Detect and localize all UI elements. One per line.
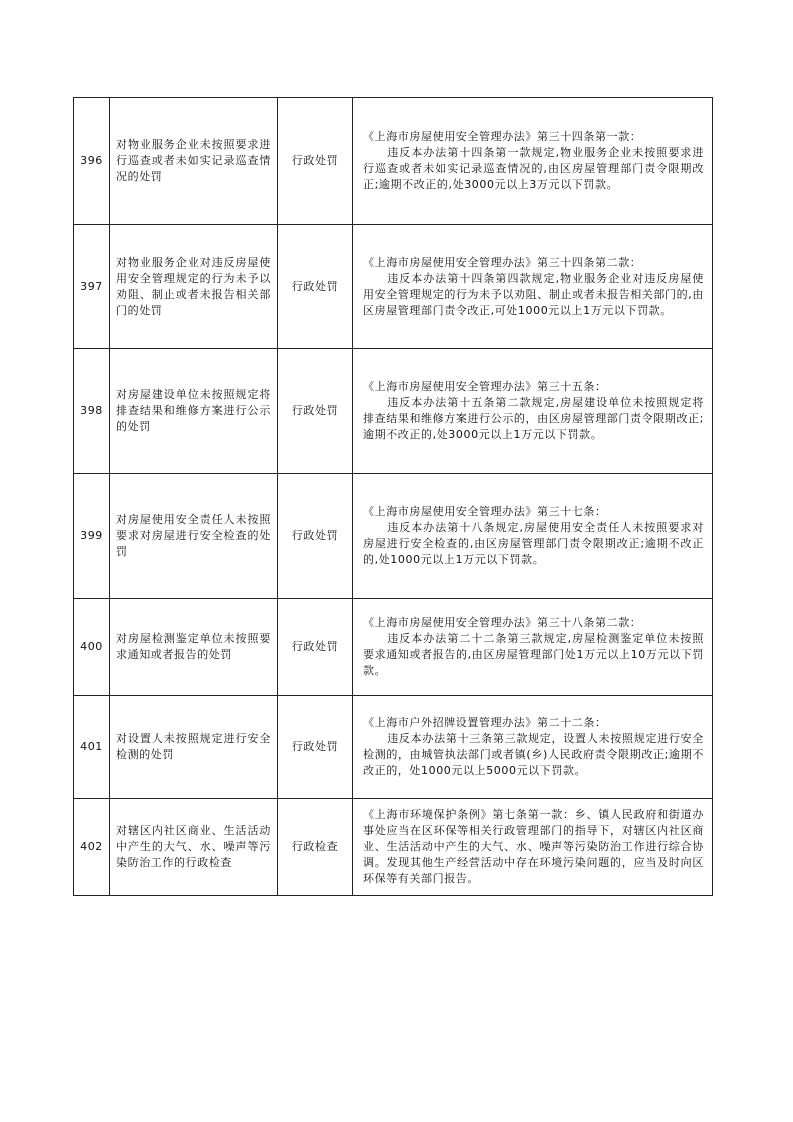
basis-title: 《上海市房屋使用安全管理办法》第三十八条第二款： — [363, 616, 642, 629]
table-row — [74, 225, 713, 349]
legal-basis — [353, 98, 713, 225]
document-table — [73, 97, 713, 896]
item-type: 行政处罚 — [278, 98, 353, 225]
table-row — [74, 474, 713, 599]
basis-text: 违反本办法第十八条规定,房屋使用安全责任人未按照要求对房屋进行安全检查的,由区房屋管理部门责令限期改正;逾期不改正的,处1000元以上1万元以下罚款。 — [363, 521, 704, 566]
item-name: 对房屋检测鉴定单位未按照要求通知或者报告的处罚 — [110, 599, 278, 696]
item-name: 对房屋使用安全责任人未按照要求对房屋进行安全检查的处罚 — [110, 474, 278, 599]
basis-title: 《上海市房屋使用安全管理办法》第三十四条第二款： — [363, 255, 642, 269]
row-number: 401 — [74, 696, 110, 799]
row-number: 396 — [74, 98, 110, 225]
item-type: 行政处罚 — [278, 696, 353, 799]
legal-basis — [353, 696, 713, 799]
item-name: 对物业服务企业未按照要求进行巡查或者未如实记录巡查情况的处罚 — [110, 98, 278, 225]
legal-basis — [353, 349, 713, 474]
row-number: 397 — [74, 225, 110, 349]
basis-title: 《上海市房屋使用安全管理办法》第三十七条： — [363, 505, 607, 518]
row-number: 402 — [74, 799, 110, 896]
table-row — [74, 696, 713, 799]
legal-basis — [353, 599, 713, 696]
table-row — [74, 599, 713, 696]
item-name: 对物业服务企业对违反房屋使用安全管理规定的行为未予以劝阻、制止或者未报告相关部门的处罚 — [110, 225, 278, 349]
basis-title: 《上海市户外招牌设置管理办法》第二十二条： — [363, 716, 607, 729]
item-name: 对房屋建设单位未按照规定将排查结果和维修方案进行公示的处罚 — [110, 349, 278, 474]
row-number: 398 — [74, 349, 110, 474]
item-name: 对辖区内社区商业、生活活动中产生的大气、水、噪声等污染防治工作的行政检查 — [110, 799, 278, 896]
item-type: 行政处罚 — [278, 474, 353, 599]
basis-text: 违反本办法第十四条第一款规定,物业服务企业未按照要求进行巡查或者未如实记录巡查情况的,由区房屋管理部门责令限期改正;逾期不改正的,处3000元以上3万元以下罚款。 — [363, 146, 704, 191]
legal-basis — [353, 474, 713, 599]
basis-text: 《上海市环境保护条例》第七条第一款：乡、镇人民政府和街道办事处应当在区环保等相关行政管理部门的指导下，对辖区内社区商业、生活活动中产生的大气、水、噪声等污染防治工作进行综合协调。发现其他生产经营活动中存在环境污染问题的，应当及时向区环保等有关部门报告。 — [363, 808, 704, 885]
item-name: 对设置人未按照规定进行安全检测的处罚 — [110, 696, 278, 799]
table-row — [74, 349, 713, 474]
basis-title: 《上海市房屋使用安全管理办法》第三十五条： — [363, 380, 607, 393]
table-row — [74, 98, 713, 225]
item-type: 行政处罚 — [278, 599, 353, 696]
item-type: 行政检查 — [278, 799, 353, 896]
item-type: 行政处罚 — [278, 225, 353, 349]
basis-text: 违反本办法第二十二条第三款规定,房屋检测鉴定单位未按照要求通知或者报告的,由区房屋管理部门处1万元以上10万元以下罚款。 — [363, 632, 704, 677]
basis-title: 《上海市房屋使用安全管理办法》第三十四条第一款： — [363, 130, 642, 143]
row-number: 399 — [74, 474, 110, 599]
basis-text: 违反本办法第十四条第四款规定,物业服务企业对违反房屋使用安全管理规定的行为未予以劝阻、制止或者未报告相关部门的,由区房屋管理部门责令改正,可处1000元以上1万元以下罚款。 — [363, 271, 704, 317]
basis-text: 违反本办法第十五条第二款规定,房屋建设单位未按照规定将排查结果和维修方案进行公示的，由区房屋管理部门责令限期改正;逾期不改正的,处3000元以上1万元以下罚款。 — [363, 396, 704, 441]
item-type: 行政处罚 — [278, 349, 353, 474]
table-row — [74, 799, 713, 896]
legal-basis — [353, 225, 713, 349]
legal-basis — [353, 799, 713, 896]
row-number: 400 — [74, 599, 110, 696]
basis-text: 违反本办法第十三条第三款规定，设置人未按照规定进行安全检测的，由城管执法部门或者镇(乡)人民政府责令限期改正;逾期不改正的，处1000元以上5000元以下罚款。 — [363, 732, 704, 777]
